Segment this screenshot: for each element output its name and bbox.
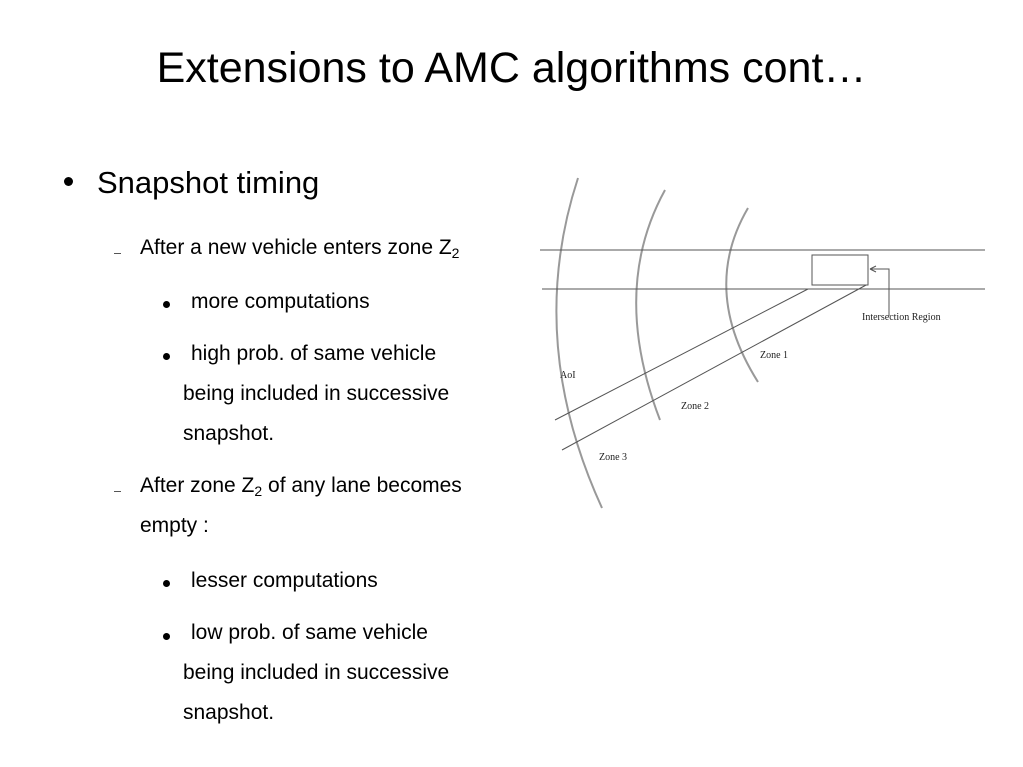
zone3-label: Zone 3 bbox=[599, 452, 628, 463]
case2-item1: lesser computations bbox=[191, 569, 378, 592]
case1-item1: more computations bbox=[191, 290, 370, 313]
case2-label-a: After zone Z bbox=[140, 474, 255, 497]
case2-item2-line3: snapshot. bbox=[183, 701, 275, 724]
case2-label-b: of any lane becomes bbox=[262, 474, 462, 497]
case1-item2-line1: high prob. of same vehicle bbox=[191, 342, 437, 365]
intersection-region-label: Intersection Region bbox=[862, 312, 941, 323]
dash-marker bbox=[114, 491, 121, 492]
bullet-dot bbox=[163, 580, 170, 587]
zone2-boundary-arc bbox=[726, 208, 758, 382]
bullet-dot bbox=[64, 177, 73, 186]
aoi-label: AoI bbox=[560, 370, 576, 381]
zone2-label: Zone 2 bbox=[681, 401, 710, 412]
intersection-box bbox=[812, 255, 868, 285]
case1-text bbox=[140, 228, 459, 268]
dash-marker bbox=[114, 253, 121, 254]
case1-item2-line2: being included in successive bbox=[183, 382, 450, 405]
case1-subscript: 2 bbox=[451, 245, 460, 261]
main-bullet-text: Snapshot timing bbox=[97, 165, 320, 200]
case2-item2-line1: low prob. of same vehicle bbox=[191, 621, 428, 644]
bullet-dot bbox=[163, 353, 170, 360]
case1-label: After a new vehicle enters zone Z bbox=[140, 236, 452, 259]
aoi-boundary-arc bbox=[556, 178, 602, 508]
case2-text-line2: empty : bbox=[140, 514, 209, 537]
slide-title: Extensions to AMC algorithms cont… bbox=[156, 44, 867, 92]
zone3-boundary-arc bbox=[636, 190, 665, 420]
bullet-dot bbox=[163, 301, 170, 308]
case2-item2-line2: being included in successive bbox=[183, 661, 450, 684]
intersection-zone-diagram bbox=[540, 170, 990, 515]
zone1-label: Zone 1 bbox=[760, 350, 789, 361]
case2-text-line1 bbox=[140, 466, 462, 506]
lane-line-outer bbox=[562, 284, 868, 450]
arrow-icon bbox=[870, 269, 889, 316]
case1-item2-line3: snapshot. bbox=[183, 422, 275, 445]
bullet-dot bbox=[163, 633, 170, 640]
case2-subscript: 2 bbox=[254, 483, 263, 499]
